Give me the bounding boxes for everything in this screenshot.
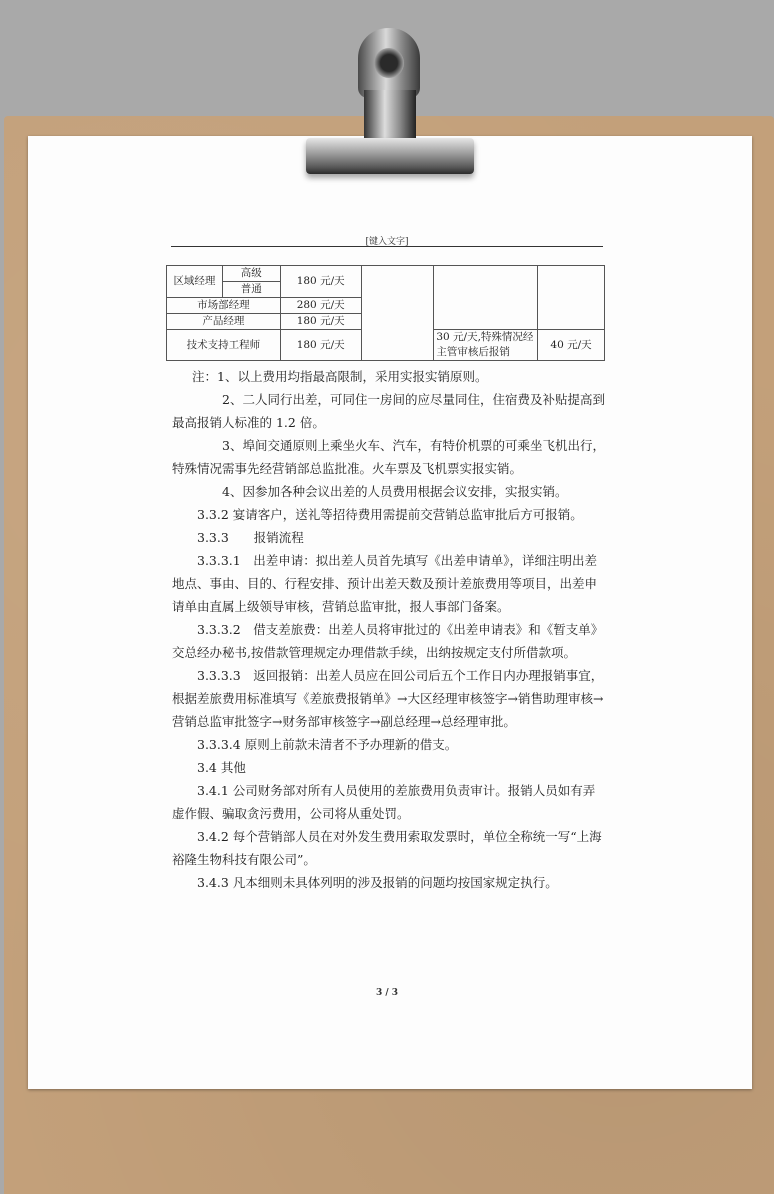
note-4: 4、因参加各种会议出差的人员费用根据会议安排，实报实销。 xyxy=(222,484,568,499)
clause-3-4-3: 3.4.3 凡本细则未具体列明的涉及报销的问题均按国家规定执行。 xyxy=(197,875,558,890)
clause-3-4-2: 3.4.2 每个营销部人员在对外发生费用索取发票时，单位全称统一写“上海裕隆生物科技有限公司”。 xyxy=(172,829,602,867)
binder-clip-hole xyxy=(374,48,404,78)
document-body xyxy=(172,365,606,894)
section-3-4: 3.4 其他 xyxy=(197,760,246,775)
clause-3-3-3-2: 3.3.3.2 借支差旅费：出差人员将审批过的《出差申请表》和《暂支单》交总经办秘书,按借款管理规定办理借款手续，出纳按规定支付所借款项。 xyxy=(172,622,604,660)
empty-cell xyxy=(538,266,605,330)
empty-cell xyxy=(434,266,538,330)
clause-3-4-1: 3.4.1 公司财务部对所有人员使用的差旅费用负责审计。报销人员如有弄虚作假、骗取贪污费用，公司将从重处罚。 xyxy=(172,783,596,821)
fee-table xyxy=(166,265,605,361)
level-cell: 普通 xyxy=(222,282,280,298)
fee-cell: 180 元/天 xyxy=(280,266,361,298)
role-cell: 产品经理 xyxy=(167,314,281,330)
fee-cell: 180 元/天 xyxy=(280,330,361,361)
level-cell: 高级 xyxy=(222,266,280,282)
header-divider xyxy=(171,246,603,247)
fee-cell: 180 元/天 xyxy=(280,314,361,330)
note-1: 注：1、以上费用均指最高限制，采用实报实销原则。 xyxy=(192,369,488,384)
role-cell: 技术支持工程师 xyxy=(167,330,281,361)
clause-3-3-3-1: 3.3.3.1 出差申请：拟出差人员首先填写《出差申请单》，详细注明出差地点、事由、目的、行程安排、预计出差天数及预计差旅费用等项目，出差申请单由直属上级领导审核，营销总监审批，报人事部门备案。 xyxy=(172,553,598,614)
page-header: [键入文字] xyxy=(365,237,409,247)
other-fee-cell: 40 元/天 xyxy=(538,330,605,361)
page-number: 3 / 3 xyxy=(375,988,399,998)
allowance-cell: 30 元/天,特殊情况经主管审核后报销 xyxy=(434,330,538,361)
clause-3-3-3: 3.3.3 报销流程 xyxy=(197,530,304,545)
clause-3-3-2: 3.3.2 宴请客户，送礼等招待费用需提前交营销总监审批后方可报销。 xyxy=(197,507,583,522)
empty-cell xyxy=(361,266,434,361)
clause-3-3-3-3: 3.3.3.3 返回报销：出差人员应在回公司后五个工作日内办理报销事宜，根据差旅费用标准填写《差旅费报销单》→大区经理审核签字→销售助理审核→营销总监审批签字→财务部审核签字→副总经理→总经理审批。 xyxy=(172,668,604,729)
table-row xyxy=(167,266,605,282)
role-cell: 区域经理 xyxy=(167,266,223,298)
clause-3-3-3-4: 3.3.3.4 原则上前款未清者不予办理新的借支。 xyxy=(197,737,458,752)
binder-clip-base xyxy=(306,138,474,174)
note-2: 2、二人同行出差，可同住一房间的应尽量同住，住宿费及补贴提高到最高报销人标准的 1.2 倍。 xyxy=(172,392,605,430)
fee-cell: 280 元/天 xyxy=(280,298,361,314)
role-cell: 市场部经理 xyxy=(167,298,281,314)
note-3: 3、埠间交通原则上乘坐火车、汽车，有特价机票的可乘坐飞机出行，特殊情况需事先经营销部总监批准。火车票及飞机票实报实销。 xyxy=(172,438,605,476)
